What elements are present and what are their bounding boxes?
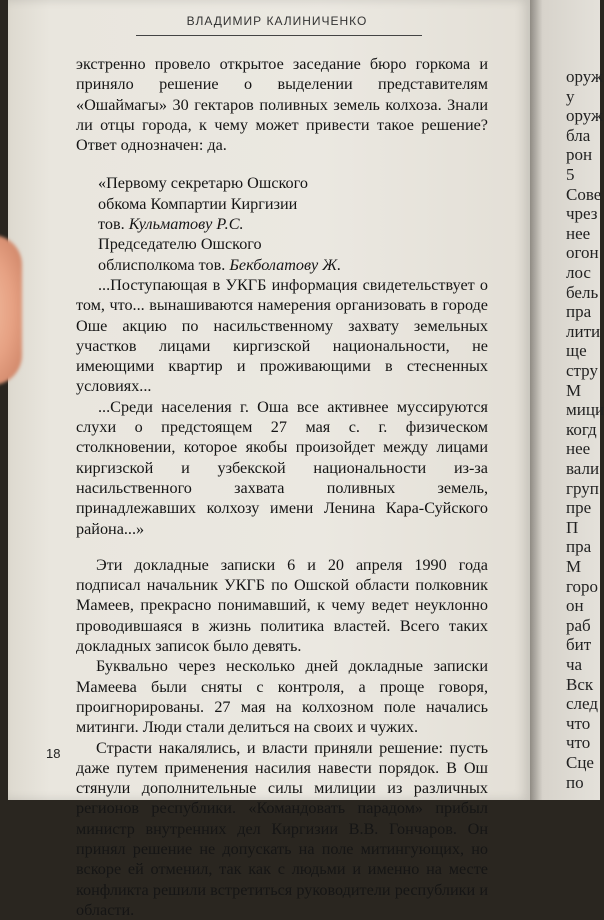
- addressee-prefix: тов.: [98, 215, 129, 233]
- addressee-name: Бекболатову Ж.: [229, 256, 341, 274]
- next-page-fragment: огон: [566, 244, 599, 261]
- next-page-fragment: пра: [566, 303, 591, 320]
- finger-thumb: [0, 235, 22, 385]
- spacer: [76, 539, 488, 555]
- next-page-fragment: лос: [566, 264, 591, 281]
- next-page-fragment: Сове: [566, 186, 601, 203]
- next-page-fragment: Вск: [566, 676, 593, 693]
- next-page-fragment: бла: [566, 127, 590, 144]
- spacer: [76, 155, 488, 173]
- next-page: [530, 0, 600, 800]
- book-page: [8, 0, 530, 800]
- next-page-fragment: чрез: [566, 205, 598, 222]
- next-page-fragment: стру: [566, 362, 598, 379]
- next-page-fragment: мици: [566, 401, 604, 418]
- next-page-fragment: нее: [566, 225, 590, 242]
- next-page-fragment: что: [566, 715, 590, 732]
- next-page-fragment: 5: [566, 166, 575, 183]
- next-page-fragment: пра: [566, 538, 591, 555]
- addressee-prefix: облисполкома тов.: [98, 256, 229, 274]
- next-page-fragment: что: [566, 734, 590, 751]
- body-paragraph: Эти докладные записки 6 и 20 апреля 1990 года подписал начальник УКГБ по Ошской области полковник Мамеев, прекрасно понимавший, к чему ведет неуклонно проводившаяся в жизнь политика властей. Всего таких докладных записок было девять.: [76, 555, 488, 656]
- addressee-line: Председателю Ошского: [98, 234, 488, 254]
- next-page-fragment: раб: [566, 617, 591, 634]
- next-page-fragment: М: [566, 558, 581, 575]
- next-page-fragment: он: [566, 597, 584, 614]
- addressee-line: обкома Компартии Киргизии: [98, 194, 488, 214]
- next-page-fragment: у: [566, 88, 575, 105]
- next-page-fragment: бель: [566, 284, 598, 301]
- intro-paragraph: экстренно провело открытое заседание бюро горкома и приняло решение о выделении представителям «Ошаймагы» 30 гектаров поливных земель колхоза. Знали ли отцы города, к чему может привести такое решение? Ответ однозначен: да.: [76, 54, 488, 155]
- body-paragraph: Страсти накалялись, и власти приняли решение: пусть даже путем применения насилия навести порядок. В Ош стянули дополнительные силы милиции из различных регионов республики. «Командовать парадом» прибыл министр внутренних дел Киргизии В.В. Гончаров. Он принял решение не допускать на поле митингующих, но вскоре ей отменил, так как с людьми и именно на месте конфликта решили встретиться руководители республики и области.: [76, 738, 488, 920]
- next-page-fragment: оруж: [566, 68, 603, 85]
- next-page-fragment: ще: [566, 342, 587, 359]
- next-page-fragment: груп: [566, 480, 599, 497]
- next-page-fragment: М: [566, 382, 581, 399]
- next-page-fragment: вали: [566, 460, 599, 477]
- header-rule: [136, 35, 422, 36]
- next-page-fragment: пре: [566, 499, 591, 516]
- body-paragraph: Буквально через несколько дней докладные записки Мамеева были сняты с контроля, а проще говоря, проигнорированы. 27 мая на колхозном поле начались митинги. Люди стали делиться на своих и чужих.: [76, 656, 488, 737]
- addressee-line: [98, 214, 488, 234]
- next-page-fragment: нее: [566, 440, 590, 457]
- next-page-fragment: след: [566, 695, 598, 712]
- page-number: 18: [46, 746, 60, 761]
- next-page-fragment: когд: [566, 421, 597, 438]
- next-page-fragment: лити: [566, 323, 600, 340]
- next-page-fragment: оруж: [566, 107, 603, 124]
- next-page-fragment: по: [566, 774, 584, 791]
- next-page-fragment: П: [566, 519, 578, 536]
- addressee-name: Кульматову Р.С.: [129, 215, 244, 233]
- report-paragraph: ...Поступающая в УКГБ информация свидетельствует о том, что... вынашиваются намерения организовать в городе Оше акцию по насильственному захвату земельных участков лицами киргизской национальности, не имеющими квартир и проживающими в стесненных условиях...: [76, 275, 488, 397]
- next-page-fragment: бит: [566, 636, 591, 653]
- next-page-fragment: ча: [566, 656, 582, 673]
- addressee-line: [98, 255, 488, 275]
- next-page-fragment: горо: [566, 578, 598, 595]
- addressee-line: «Первому секретарю Ошского: [98, 173, 488, 193]
- page-text: [76, 54, 488, 920]
- next-page-fragment: рон: [566, 146, 592, 163]
- report-paragraph: ...Среди населения г. Оша все активнее муссируются слухи о предстоящем 27 мая с. г. физическом столкновении, которое якобы произойдет между лицами киргизской и узбекской национальности из-за насильственного захвата поливных земель, принадлежавших колхозу имени Ленина Кара-Суйского района...»: [76, 397, 488, 539]
- next-page-fragment: Сце: [566, 754, 594, 771]
- running-header: ВЛАДИМИР КАЛИНИЧЕНКО: [136, 14, 418, 28]
- quoted-report: [98, 173, 488, 538]
